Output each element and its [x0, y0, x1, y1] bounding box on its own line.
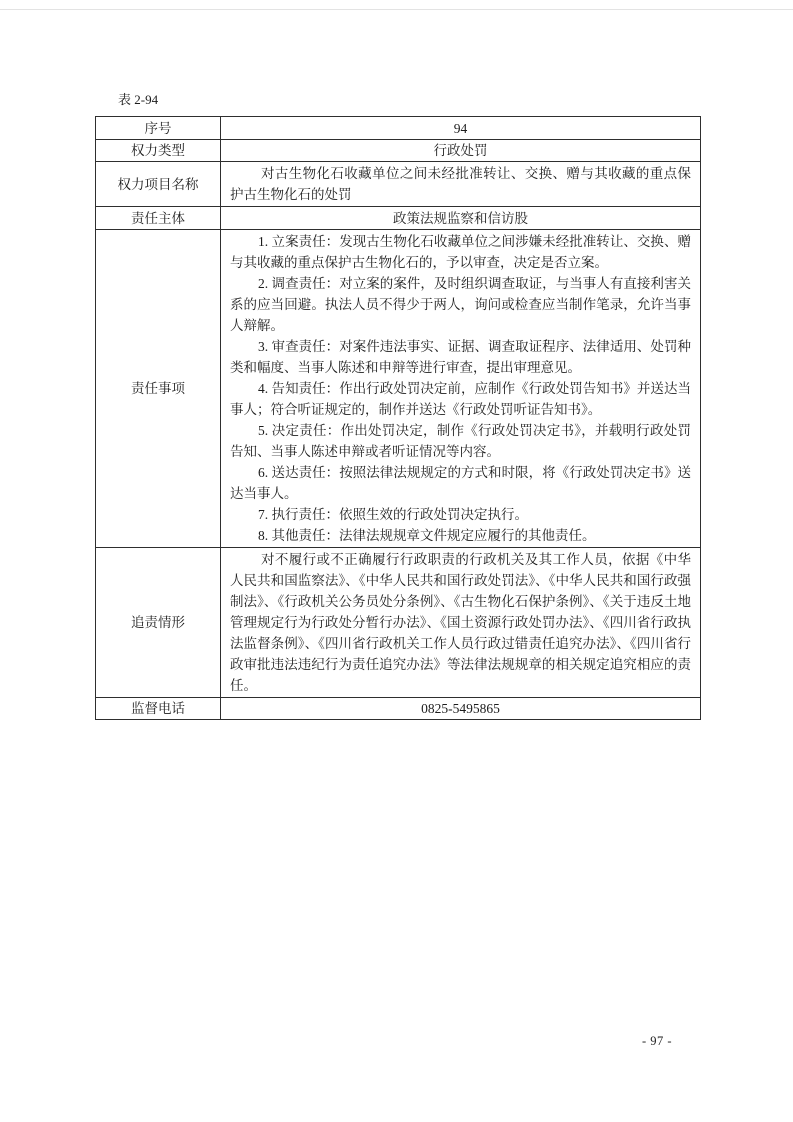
duty-item-8: 8. 其他责任：法律法规规章文件规定应履行的其他责任。 — [258, 528, 596, 543]
duty-item-7: 7. 执行责任：依照生效的行政处罚决定执行。 — [258, 507, 528, 522]
table-caption: 表 2-94 — [118, 92, 159, 107]
responsibility-items-label: 责任事项 — [96, 230, 221, 548]
page-number: - 97 - — [642, 1034, 673, 1048]
power-type-label: 权力类型 — [96, 140, 221, 162]
supervision-phone-value: 0825-5495865 — [221, 698, 701, 720]
table-row-power-item-name — [96, 162, 701, 207]
table-row-serial — [96, 117, 701, 140]
supervision-phone-label: 监督电话 — [96, 698, 221, 720]
power-item-name-text: 对古生物化石收藏单位之间未经批准转让、交换、赠与其收藏的重点保护古生物化石的处罚 — [230, 166, 691, 202]
duty-item-2: 2. 调查责任：对立案的案件，及时组织调查取证，与当事人有直接利害关系的应当回避。执法人员不得少于两人，询问或检查应当制作笔录，允许当事人辩解。 — [230, 276, 691, 333]
power-item-name-label: 权力项目名称 — [96, 162, 221, 207]
duty-item-4: 4. 告知责任：作出行政处罚决定前，应制作《行政处罚告知书》并送达当事人；符合听证规定的，制作并送达《行政处罚听证告知书》。 — [230, 381, 691, 417]
table-row-responsibility-items — [96, 230, 701, 548]
duty-item-3: 3. 审查责任：对案件违法事实、证据、调查取证程序、法律适用、处罚种类和幅度、当事人陈述和申辩等进行审查，提出审理意见。 — [230, 339, 691, 375]
table-row-supervision-phone — [96, 698, 701, 720]
accountability-text: 对不履行或不正确履行行政职责的行政机关及其工作人员，依据《中华人民共和国监察法》、《中华人民共和国行政处罚法》、《中华人民共和国行政强制法》、《行政机关公务员处分条例》、《古生物化石保护条例》、《关于违反土地管理规定行为行政处分暂行办法》、《国土资源行政处罚办法》、《四川省行政执法监督条例》、《四川省行政机关工作人员行政过错责任追究办法》、《四川省行政审批违法违纪行为责任追究办法》等法律法规规章的相关规定追究相应的责任。 — [230, 552, 691, 693]
power-type-value: 行政处罚 — [221, 140, 701, 162]
table-row-accountability — [96, 548, 701, 698]
table-row-power-type — [96, 140, 701, 162]
responsible-subject-label: 责任主体 — [96, 207, 221, 230]
accountability-label: 追责情形 — [96, 548, 221, 698]
responsibility-items-value — [221, 230, 701, 548]
serial-label: 序号 — [96, 117, 221, 140]
table-row-responsible-subject — [96, 207, 701, 230]
scan-edge-line — [0, 9, 793, 10]
power-item-name-value — [221, 162, 701, 207]
serial-value: 94 — [221, 117, 701, 140]
power-responsibility-table — [95, 116, 701, 720]
duty-item-6: 6. 送达责任：按照法律法规规定的方式和时限，将《行政处罚决定书》送达当事人。 — [230, 465, 691, 501]
accountability-value — [221, 548, 701, 698]
duty-item-1: 1. 立案责任：发现古生物化石收藏单位之间涉嫌未经批准转让、交换、赠与其收藏的重点保护古生物化石的，予以审查，决定是否立案。 — [230, 234, 691, 270]
responsible-subject-value: 政策法规监察和信访股 — [221, 207, 701, 230]
duty-item-5: 5. 决定责任：作出处罚决定，制作《行政处罚决定书》，并载明行政处罚告知、当事人陈述申辩或者听证情况等内容。 — [230, 423, 691, 459]
